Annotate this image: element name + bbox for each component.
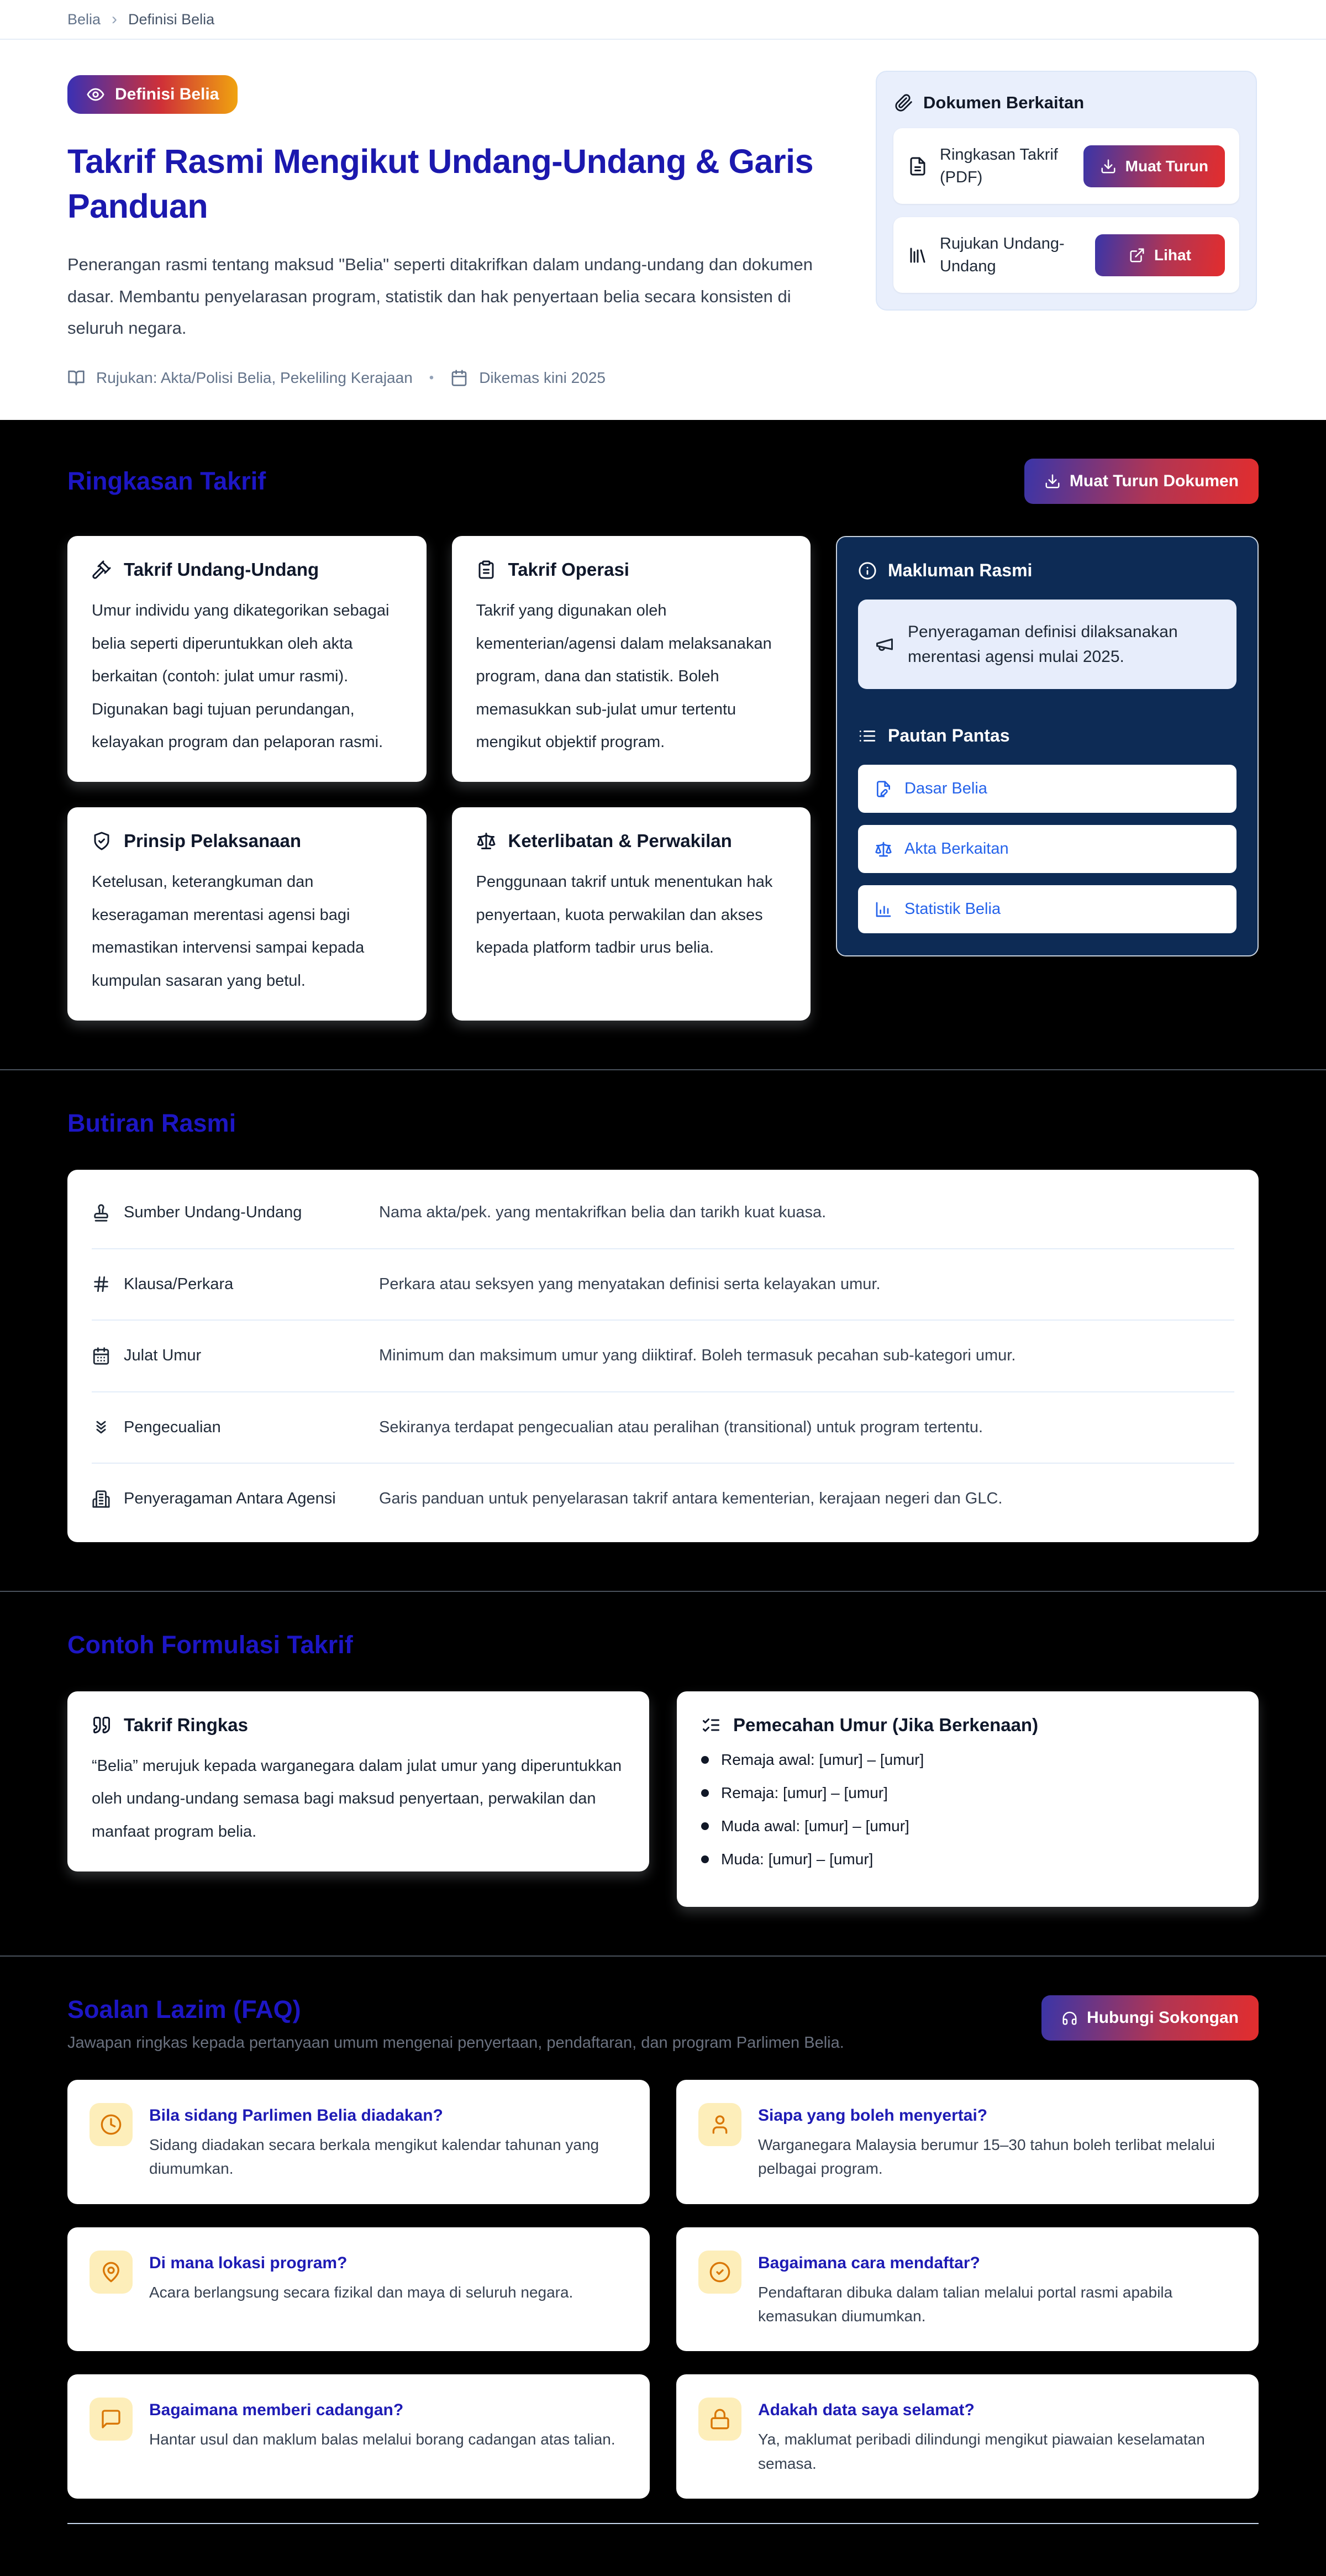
- view-button-label: Lihat: [1154, 246, 1191, 264]
- list-icon: [858, 727, 877, 745]
- card-title: [476, 830, 787, 851]
- quicklink-statistik-belia[interactable]: [858, 885, 1236, 933]
- row-label: [92, 1347, 379, 1365]
- faq-question: Siapa yang boleh menyertai?: [758, 2106, 988, 2125]
- card-body: Takrif yang digunakan oleh kementerian/agensi dalam melaksanakan program, dana dan statistik. Boleh memasukkan sub-julat umur tertentu mengikut objektif program.: [476, 602, 772, 751]
- faq-answer: Ya, maklumat peribadi dilindungi mengikut piawaian keselamatan semasa.: [758, 2431, 1205, 2472]
- meta-reference: Rujukan: Akta/Polisi Belia, Pekeliling Kerajaan: [96, 369, 413, 387]
- book-open-icon: [67, 369, 85, 387]
- download-documents-button[interactable]: [1024, 459, 1259, 504]
- document-label: Ringkasan Takrif (PDF): [940, 146, 1058, 186]
- faq-content: [149, 2103, 628, 2181]
- message-square-icon: [100, 2408, 122, 2430]
- clock-icon: [100, 2114, 122, 2136]
- list-item: Remaja awal: [umur] – [umur]: [701, 1751, 1234, 1769]
- faq-content: [758, 2251, 1236, 2328]
- row-description: Minimum dan maksimum umur yang diiktiraf. Boleh termasuk pecahan sub-kategori umur.: [379, 1347, 1016, 1365]
- stamp-icon: [92, 1203, 110, 1222]
- faq-icon-tile: [90, 2251, 133, 2294]
- row-label: [92, 1275, 379, 1294]
- page-description: Penerangan rasmi tentang maksud "Belia" seperti ditakrifkan dalam undang-undang dan dokumen dasar. Membantu penyelarasan program, statistik dan hak penyertaan belia secara konsisten di seluruh negara.: [67, 255, 813, 338]
- related-documents-title: [894, 93, 1238, 113]
- breadcrumb-current: Definisi Belia: [128, 10, 215, 28]
- list-item: Muda awal: [umur] – [umur]: [701, 1817, 1234, 1835]
- contact-support-label: Hubungi Sokongan: [1087, 2008, 1239, 2027]
- download-icon: [1044, 473, 1061, 490]
- file-text-icon: [908, 156, 928, 176]
- row-label-text: Penyeragaman Antara Agensi: [124, 1490, 336, 1508]
- faq-card: [676, 2227, 1259, 2352]
- contact-support-button[interactable]: [1041, 1995, 1259, 2041]
- quicklinks-title-label: Pautan Pantas: [888, 726, 1010, 746]
- section-contoh-formulasi: [0, 1591, 1326, 1955]
- faq-content: [758, 2398, 1236, 2475]
- chevrons-down-icon: [92, 1418, 110, 1437]
- library-icon: [908, 245, 928, 265]
- card-body: Penggunaan takrif untuk menentukan hak penyertaan, kuota perwakilan dan akses kepada platform tadbir urus belia.: [476, 873, 773, 957]
- quicklink-akta-berkaitan[interactable]: [858, 825, 1236, 873]
- paperclip-icon: [894, 93, 913, 112]
- download-documents-label: Muat Turun Dokumen: [1069, 472, 1239, 491]
- faq-icon-tile: [698, 2251, 741, 2294]
- breadcrumb: [0, 0, 1326, 39]
- faq-answer: Sidang diadakan secara berkala mengikut kalendar tahunan yang diumumkan.: [149, 2136, 599, 2178]
- download-icon: [1100, 158, 1117, 175]
- download-button-label: Muat Turun: [1125, 157, 1208, 175]
- table-row: [92, 1177, 1234, 1249]
- category-badge: [67, 75, 238, 114]
- row-description: Nama akta/pek. yang mentakrifkan belia dan tarikh kuat kuasa.: [379, 1203, 827, 1222]
- faq-question: Bagaimana cara mendaftar?: [758, 2253, 980, 2272]
- row-label: [92, 1418, 379, 1437]
- table-row: [92, 1249, 1234, 1321]
- announcement-text: Penyeragaman definisi dilaksanakan merentasi agensi mulai 2025.: [908, 623, 1178, 666]
- map-pin-icon: [100, 2261, 122, 2283]
- row-description: Sekiranya terdapat pengecualian atau peralihan (transitional) untuk program tertentu.: [379, 1418, 983, 1436]
- bar-chart-icon: [875, 901, 892, 918]
- hash-icon: [92, 1275, 110, 1294]
- faq-answer: Hantar usul dan maklum balas melalui borang cadangan atas talian.: [149, 2431, 615, 2448]
- page-header-area: [0, 0, 1326, 420]
- document-label: Rujukan Undang-Undang: [940, 235, 1065, 275]
- hero-left: [67, 75, 844, 387]
- document-item: [893, 217, 1239, 293]
- ringkasan-header: [67, 459, 1259, 504]
- list-item: Remaja: [umur] – [umur]: [701, 1784, 1234, 1802]
- scale-icon: [875, 840, 892, 858]
- calendar-days-icon: [92, 1347, 110, 1365]
- list-checks-icon: [701, 1715, 721, 1735]
- row-label-text: Klausa/Perkara: [124, 1275, 234, 1293]
- section-faq: [0, 1955, 1326, 2576]
- row-label-text: Pengecualian: [124, 1418, 221, 1436]
- quicklink-label: Statistik Belia: [904, 900, 1001, 918]
- table-row: [92, 1464, 1234, 1534]
- card-title-label: Prinsip Pelaksanaan: [124, 830, 301, 851]
- faq-question: Bagaimana memberi cadangan?: [149, 2401, 404, 2420]
- breadcrumb-root-link[interactable]: Belia: [67, 10, 101, 28]
- row-label-text: Julat Umur: [124, 1347, 202, 1365]
- faq-header-text: [67, 1995, 844, 2052]
- faq-icon-tile: [698, 2103, 741, 2146]
- view-button[interactable]: [1095, 234, 1225, 276]
- breadcrumb-bar: [0, 0, 1326, 40]
- age-breakdown-list: [701, 1751, 1234, 1868]
- shield-check-icon: [92, 831, 112, 851]
- faq-icon-tile: [698, 2398, 741, 2441]
- card-title-label: Takrif Operasi: [508, 559, 629, 580]
- section-butiran-rasmi: [0, 1069, 1326, 1591]
- section-ringkasan-takrif: [0, 420, 1326, 1069]
- row-description: Garis panduan untuk penyelarasan takrif antara kementerian, kerajaan negeri dan GLC.: [379, 1490, 1003, 1508]
- table-row: [92, 1321, 1234, 1392]
- quicklink-label: Akta Berkaitan: [904, 840, 1009, 858]
- meta-separator: •: [429, 370, 434, 386]
- meta-updated: Dikemas kini 2025: [479, 369, 606, 387]
- quicklink-label: Dasar Belia: [904, 780, 987, 798]
- building-icon: [92, 1490, 110, 1508]
- quote-body: “Belia” merujuk kepada warganegara dalam julat umur yang diperuntukkan oleh undang-undang semasa bagi maksud penyertaan, perwakilan dan manfaat program belia.: [92, 1757, 622, 1841]
- faq-header: [67, 1995, 1259, 2052]
- page-title: Takrif Rasmi Mengikut Undang-Undang & Garis Panduan: [67, 143, 814, 225]
- faq-content: [149, 2398, 615, 2451]
- faq-card: [67, 2080, 650, 2204]
- faq-card: [676, 2374, 1259, 2499]
- row-label-text: Sumber Undang-Undang: [124, 1203, 302, 1222]
- row-label: [92, 1490, 379, 1508]
- card-title: [92, 559, 402, 580]
- contoh-heading: Contoh Formulasi Takrif: [67, 1630, 353, 1659]
- meta-row: [67, 369, 844, 387]
- faq-answer: Pendaftaran dibuka dalam talian melalui portal rasmi apabila kemasukan diumumkan.: [758, 2283, 1173, 2325]
- ringkasan-grid: [67, 536, 1259, 1021]
- faq-icon-tile: [90, 2398, 133, 2441]
- list-item: Muda: [umur] – [umur]: [701, 1850, 1234, 1868]
- age-breakdown-card: [677, 1691, 1259, 1907]
- card-body: Umur individu yang dikategorikan sebagai belia seperti diperuntukkan oleh akta berkaitan (contoh: julat umur rasmi). Digunakan bagi tujuan perundangan, kelayakan program dan pelaporan rasmi.: [92, 602, 390, 751]
- card-title-label: Pemecahan Umur (Jika Berkenaan): [733, 1714, 1039, 1735]
- faq-grid: [67, 2080, 1259, 2499]
- card-title-label: Keterlibatan & Perwakilan: [508, 830, 732, 851]
- faq-answer: Warganegara Malaysia berumur 15–30 tahun boleh terlibat melalui pelbagai program.: [758, 2136, 1215, 2178]
- quicklinks-title: [858, 726, 1236, 746]
- chevron-right-icon: ›: [112, 10, 118, 28]
- card-body: Ketelusan, keterangkuman dan keseragaman merentasi agensi bagi memastikan intervensi sampai kepada kumpulan sasaran yang betul.: [92, 873, 365, 990]
- clipboard-icon: [476, 560, 496, 580]
- definition-card-operasi: [452, 536, 811, 782]
- lock-icon: [709, 2408, 731, 2430]
- contoh-grid: [67, 1691, 1259, 1907]
- card-title: [476, 559, 787, 580]
- faq-question: Di mana lokasi program?: [149, 2253, 348, 2272]
- document-item: [893, 128, 1239, 204]
- ringkasan-cards: [67, 536, 811, 1021]
- faq-content: [149, 2251, 573, 2304]
- card-title: [92, 1715, 625, 1736]
- quote-card: [67, 1691, 649, 1871]
- gavel-icon: [92, 560, 112, 580]
- table-row: [92, 1392, 1234, 1464]
- quote-icon: [92, 1715, 112, 1735]
- faq-answer: Acara berlangsung secara fizikal dan maya di seluruh negara.: [149, 2283, 573, 2301]
- card-title-label: Takrif Ringkas: [124, 1714, 248, 1735]
- eye-icon: [86, 85, 105, 104]
- faq-question: Adakah data saya selamat?: [758, 2401, 975, 2420]
- faq-question: Bila sidang Parlimen Belia diadakan?: [149, 2106, 443, 2125]
- card-title-label: Takrif Undang-Undang: [124, 559, 319, 580]
- related-documents-panel: [876, 71, 1257, 311]
- hero-section: [0, 40, 1326, 420]
- row-description: Perkara atau seksyen yang menyatakan definisi serta kelayakan umur.: [379, 1275, 881, 1293]
- card-title: [92, 830, 402, 851]
- row-label: [92, 1203, 379, 1222]
- ringkasan-heading: Ringkasan Takrif: [67, 467, 266, 496]
- external-link-icon: [1129, 247, 1145, 264]
- faq-card: [67, 2374, 650, 2499]
- file-pen-icon: [875, 780, 892, 798]
- definition-card-keterlibatan: [452, 807, 811, 1021]
- butiran-header: [67, 1109, 1259, 1138]
- check-circle-icon: [709, 2261, 731, 2283]
- user-icon: [709, 2114, 731, 2136]
- announcement-box: [858, 600, 1236, 689]
- category-badge-label: Definisi Belia: [115, 85, 219, 103]
- download-button[interactable]: [1083, 145, 1225, 187]
- butiran-heading: Butiran Rasmi: [67, 1109, 236, 1138]
- card-title: [701, 1715, 1234, 1736]
- faq-subtitle: Jawapan ringkas kepada pertanyaan umum mengenai penyertaan, pendaftaran, dan program Parlimen Belia.: [67, 2033, 844, 2052]
- faq-card: [676, 2080, 1259, 2204]
- definition-card-prinsip: [67, 807, 427, 1021]
- definition-card-undang: [67, 536, 427, 782]
- faq-icon-tile: [90, 2103, 133, 2146]
- official-info-panel: [836, 536, 1259, 956]
- megaphone-icon: [875, 634, 894, 654]
- butiran-card: [67, 1170, 1259, 1542]
- related-documents-title-label: Dokumen Berkaitan: [923, 93, 1085, 112]
- faq-content: [758, 2103, 1236, 2181]
- bottom-divider: [67, 2523, 1259, 2527]
- quicklink-dasar-belia[interactable]: [858, 765, 1236, 813]
- info-icon: [858, 561, 877, 580]
- headset-icon: [1061, 2010, 1078, 2026]
- calendar-icon: [450, 369, 468, 387]
- contoh-header: [67, 1631, 1259, 1659]
- info-panel-title: [858, 560, 1236, 581]
- faq-heading: Soalan Lazim (FAQ): [67, 1995, 301, 2023]
- scale-icon: [476, 831, 496, 851]
- faq-card: [67, 2227, 650, 2352]
- info-panel-title-label: Makluman Rasmi: [888, 560, 1033, 581]
